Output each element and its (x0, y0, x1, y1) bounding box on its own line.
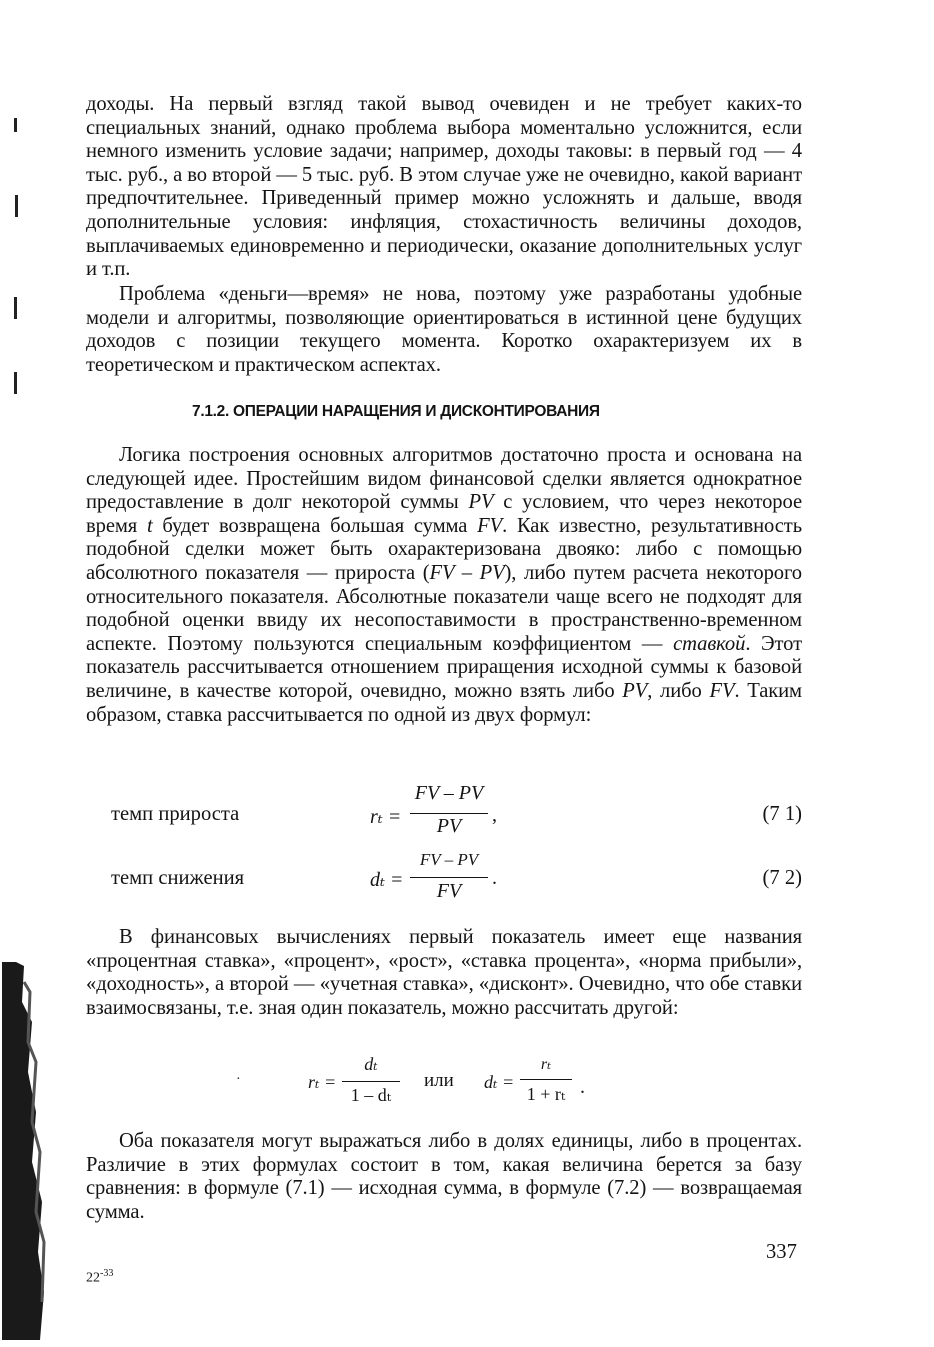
formula-label: темп снижения (111, 867, 245, 889)
formula-number: (7 1) (762, 803, 802, 825)
formula-lhs: rₜ = (370, 806, 402, 828)
formula-7-1 (86, 782, 802, 842)
page-number: 337 (766, 1241, 797, 1263)
printer-signature: $22^{-33}$ (86, 1268, 114, 1286)
scan-mark (14, 297, 17, 319)
fraction-denominator: PV (436, 815, 462, 837)
paragraph-2: Проблема «деньги—время» не нова, поэтому уже разработаны удобные модели и алгоритмы, позволяющие ориентироваться в истинной цене будущих доходов с позиции текущего момента. Коротко охарактеризуем их в теоретическом и практическом аспектах. (86, 283, 802, 376)
stray-dot: · (236, 1072, 241, 1087)
paragraph-4: В финансовых вычислениях первый показатель имеет еще названия «процентная ставка», «процент», «рост», «ставка процента», «норма прибыли», «доходность», а второй — «учетная ставка», «дисконт». Очевидно, что обе ставки взаимосвязаны, т.е. зная один показатель, можно рассчитать другой: (86, 926, 802, 1019)
paragraph-3: Логика построения основных алгоритмов достаточно проста и основана на следующей идее. Простейшим видом финансовой сделки является однократное предоставление в долг некоторой суммы PV с условием, что через некоторое время t будет возвращена большая сумма FV. Как известно, результативность подобной сделки может быть охарактеризована двояко: либо с помощью абсолютного показателя — прироста (FV – PV), либо путем расчета некоторого относительного показателя. Абсолютные показатели чаще всего не подходят для подобной оценки ввиду их несопоставимости в пространственно-временном аспекте. Поэтому пользуются специальным коэффициентом — ставкой. Этот показатель рассчитывается отношением приращения исходной суммы к базовой величине, в качестве которой, очевидно, можно взять либо PV, либо FV. Таким образом, ставка рассчитывается по одной из двух формул: (86, 444, 803, 726)
fraction-denominator: FV (436, 880, 462, 902)
fraction-denominator: 1 + rₜ (526, 1084, 566, 1104)
scan-mark (14, 118, 17, 132)
fraction-denominator: 1 – dₜ (350, 1085, 392, 1105)
fraction-numerator: rₜ (540, 1056, 552, 1073)
fraction-numerator: dₜ (364, 1054, 378, 1074)
fraction-numerator: FV – PV (414, 782, 484, 804)
fraction-bar (342, 1081, 400, 1082)
scan-mark (15, 195, 18, 217)
fraction (308, 1054, 428, 1114)
scan-mark (14, 372, 17, 394)
paragraph-5: Оба показателя могут выражаться либо в долях единицы, либо в процентах. Различие в этих формулах состоит в том, какая величина берется за базу сравнения: в формуле (7.1) — исходная сумма, в формуле (7.2) — возвращаемая сумма. (86, 1130, 802, 1223)
formula-relation (86, 1054, 802, 1114)
formula-7-2 (86, 850, 802, 910)
fraction (484, 1054, 604, 1114)
formula-lhs: rₜ = (308, 1072, 337, 1092)
formula-punct: . (580, 1076, 585, 1098)
fraction-bar (410, 877, 488, 878)
fraction (370, 782, 530, 842)
formula-number: (7 2) (762, 867, 802, 889)
fraction-numerator: FV – PV (419, 850, 479, 869)
section-heading: 7.1.2. ОПЕРАЦИИ НАРАЩЕНИЯ И ДИСКОНТИРОВАНИЯ (192, 403, 600, 420)
formula-punct: . (492, 867, 497, 889)
paragraph-1: доходы. На первый взгляд такой вывод очевиден и не требует каких-то специальных знаний, однако проблема выбора моментально усложнится, если немного изменить условие задачи; например, доходы таковы: в первый год — 4 тыс. руб., а во второй — 5 тыс. руб. В этом случае уже не очевидно, какой вариант предпочтительнее. Приведенный пример можно усложнять и дальше, вводя дополнительные условия: инфляция, стохастичность величины доходов, выплачиваемых единовременно и периодически, оказание дополнительных услуг и т.п. (86, 93, 802, 281)
fraction (370, 850, 530, 910)
conjunction-text: или (424, 1070, 454, 1091)
formula-lhs: dₜ = (484, 1072, 515, 1092)
formula-lhs: dₜ = (370, 869, 404, 891)
formula-punct: , (492, 804, 497, 826)
formula-label: темп прироста (111, 803, 240, 825)
scan-edge-shadow (2, 962, 46, 1340)
fraction-bar (520, 1079, 572, 1080)
